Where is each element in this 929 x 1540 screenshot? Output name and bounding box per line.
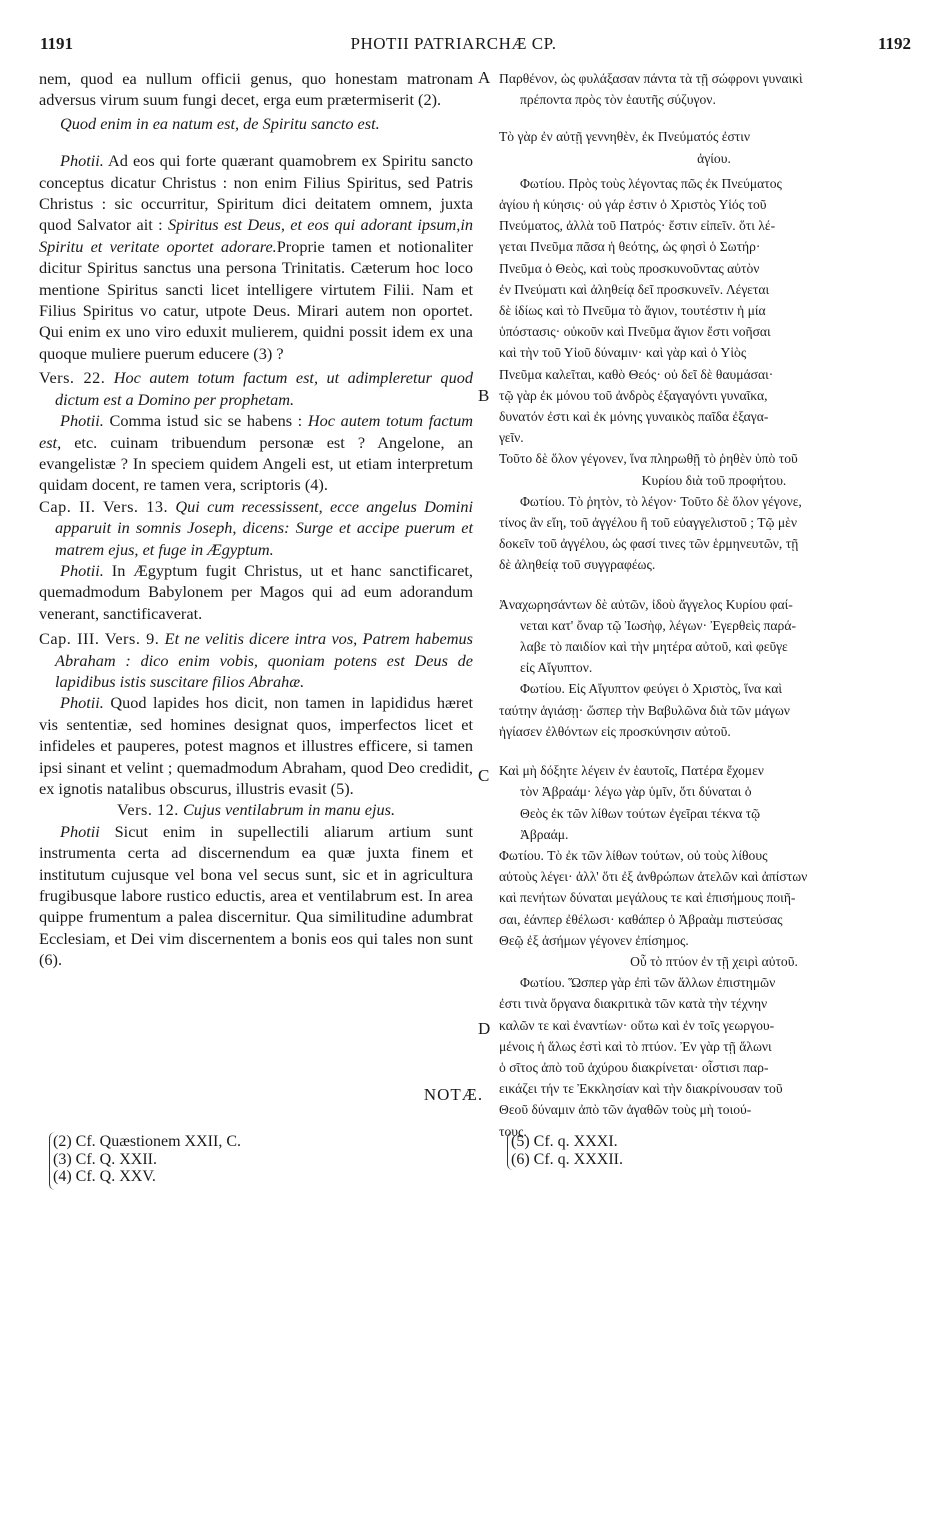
greek-line: ἐν Πνεύματι καὶ ἀληθείᾳ δεῖ προσκυνεῖν. Λέγεται [499,281,770,297]
latin-commentary: Photii. Quod lapides hos dicit, non tamen in lapididus hæret vis sententiæ, sed homines designat quos, imperfectos licet et infideles et pauperes, potest magnos et illustres efficere, si tamen ipsi sinant et velint ; quemadmodum Abraham, quod Deo credidit, ex ignotis natalibus obscurus, illustris evasit (5). [39,693,473,798]
note-item: (5) Cf. q. XXXI. [511,1133,618,1150]
greek-line: Φωτίου. Εἰς Αἴγυπτον φεύγει ὁ Χριστὸς, ἵνα καὶ [520,681,783,697]
latin-paragraph: nem, quod ea nullum officii genus, quo honestam matronam adversus virum suum fungi decet, erga eum prætermiserit (2). [39,69,473,110]
greek-line: δυνατόν ἐστι καὶ ἐκ μόνης γυναικὸς παῖδα ἐξαγα- [499,409,769,425]
greek-line: Φωτίου. Πρὸς τοὺς λέγοντας πῶς ἐκ Πνεύματος [520,175,782,191]
note-item: (4) Cf. Q. XXV. [53,1168,156,1185]
greek-line: γεῖν. [499,430,524,446]
latin-verse: Vers. 22. Hoc autem totum factum est, ut adimpleretur quod dictum est a Domino per prophetam. [39,368,473,409]
greek-line: ὁ σῖτος ἀπὸ τοῦ ἀχύρου διακρίνεται· οἷστισι παρ- [499,1059,769,1075]
latin-commentary: Photii. Comma istud sic se habens : Hoc autem totum factum est, etc. cuinam tribuendum personæ est ? Angelone, an evangelistæ ? In speciem quidem Angeli est, ut etiam interpretum quidam docent, re tamen vera, scriptoris (4). [39,411,474,495]
greek-line: Τὸ γὰρ ἐν αὐτῇ γεννηθὲν, ἐκ Πνεύματός ἐστιν [499,129,751,145]
latin-column [39,68,473,971]
greek-line: αὐτοὺς λέγει· ἀλλ' ὅτι ἐξ ἀνθρώπων ἀτελῶν καὶ ἀπίστων [499,869,808,885]
note-item: (6) Cf. q. XXXII. [511,1150,623,1168]
greek-line: μένοις ἡ ἅλως ἐστὶ καὶ τὸ πτύον. Ἐν γὰρ τῇ ἅλωνι [499,1038,772,1054]
greek-line: Θεὸς ἐκ τῶν λίθων τούτων ἐγεῖραι τέκνα τῷ [520,805,761,821]
greek-line: Ἀναχωρησάντων δὲ αὐτῶν, ἰδοὺ ἄγγελος Κυρίου φαί- [499,596,793,612]
greek-line: δὲ ἀληθείᾳ τοῦ συγγραφέως. [499,557,656,573]
greek-line: τους. [499,1123,527,1139]
greek-line: τίνος ἂν εἴη, τοῦ ἀγγέλου ἢ τοῦ εὐαγγελιστοῦ ; Τῷ μὲν [499,515,798,531]
greek-line: ἁγίου. [697,150,731,166]
greek-line: ταύτην ἁγιάσῃ· ὥσπερ τὴν Βαβυλῶνα διὰ τῶν μάγων [499,702,790,718]
greek-line: καὶ πενήτων δύναται μεγάλους τε καὶ ἐπισήμους ποιῆ- [499,890,796,906]
greek-line: Θεοῦ δύναμιν ἀπὸ τῶν ἀγαθῶν τοὺς μὴ τοιού- [499,1102,752,1118]
greek-line: λαβε τὸ παιδίον καὶ τὴν μητέρα αὐτοῦ, καὶ φεῦγε [520,639,788,655]
greek-line: ἡγίασεν ἐλθόντων εἰς προσκύνησιν αὐτοῦ. [499,723,731,739]
note-item: (2) Cf. Quæstionem XXII, C. [53,1133,241,1150]
notes-right [511,1133,623,1168]
greek-line: γεται Πνεῦμα πᾶσα ἡ θεότης, ὡς φησὶ ὁ Σωτήρ· [499,239,761,255]
margin-marker-c: C [478,766,490,785]
greek-line: Ἀβραάμ. [520,826,569,842]
greek-line: Πνεῦμα ὁ Θεὸς, καὶ τοὺς προσκυνοῦντας αὐτὸν [499,260,760,276]
greek-line: καλῶν τε καὶ ἐναντίων· οὕτω καὶ ἐν τοῖς γεωργου- [499,1017,775,1033]
greek-line: τῷ γὰρ ἐκ μόνου τοῦ ἀνδρὸς ἐξαγαγόντι γυναῖκα, [499,387,768,403]
running-title: PHOTII PATRIARCHÆ CP. [350,34,557,53]
latin-verse: Quod enim in ea natum est, de Spiritu sancto est. [60,113,380,133]
greek-line: Φωτίου. Τὸ ῥητὸν, τὸ λέγον· Τοῦτο δὲ ὅλον γέγονε, [520,493,802,509]
notes-heading: NOTÆ. [423,1085,484,1104]
greek-line: Φωτίου. Ὥσπερ γὰρ ἐπὶ τῶν ἄλλων ἐπιστημῶν [520,975,776,991]
greek-line: Τοῦτο δὲ ὅλον γέγονεν, ἵνα πληρωθῇ τὸ ῥηθὲν ὑπὸ τοῦ [499,451,798,467]
greek-line: τὸν Ἀβραάμ· λέγω γὰρ ὑμῖν, ὅτι δύναται ὁ [520,784,752,800]
latin-commentary: Photii Sicut enim in supellectili aliarum artium sunt instrumenta certa ad discernendum ea quæ juxta finem et institutum cujusque vel bona vel secus sunt, sic et in agricultura frugibusque labore rustico eductis, area et ventilabrum est. In area quippe frumentum a palea discernitur. Qua similitudine adumbrat Ecclesiam, et Dei vim discernentem a bonis eos qui tales non sunt (6). [39,821,473,970]
greek-line: Πνεύματος, ἀλλὰ τοῦ Πατρός· ἔστιν εἰπεῖν. ὅτι λέ- [499,218,776,234]
greek-line: Πνεῦμα καλεῖται, καθὸ Θεός· οὐ δεῖ δὲ θαυμάσαι· [499,366,774,382]
latin-commentary: Photii. Ad eos qui forte quærant quamobrem ex Spiritu sancto conceptus dicatur Christus : non enim Filius Spiritus, sed Patris Christus : sic occurritur, Spiritum dici deitatem omnem, juxta quod Salvator ait : Spiritus est Deus, et eos qui adorant ipsum,in Spiritu et veritate oportet adorare.Proprie tamen et notionaliter dicitur Spiritus sanctus una persona Trinitatis. Cæterum hoc loco mentione Spiritus sancti licet intelligere virtutem Filii. Nam et Filius Spiritus vo catur, utpote Deus. Mirari autem non oportet. Qui enim ex uno viro eduxit mulierem, quidni possit idem ex una quoque muliere puerum educere (3) ? [39,151,473,363]
greek-line: ἁγίου ἡ κύησις· οὐ γάρ ἐστιν ὁ Χριστὸς Υἱός τοῦ [499,197,767,213]
greek-line: δὲ ἰδίως καὶ τὸ Πνεῦμα τὸ ἅγιον, τουτέστιν ἡ μία [499,303,766,319]
latin-verse: Vers. 12. Cujus ventilabrum in manu ejus. [116,800,396,820]
margin-marker-a: A [478,68,491,87]
greek-line: Παρθένον, ὡς φυλάξασαν πάντα τὰ τῇ σώφρονι γυναικὶ [499,71,803,86]
page-number-right: 1192 [877,34,911,53]
greek-line: ὑπόστασις· οὐκοῦν καὶ Πνεῦμα ἅγιον ἔστι νοῆσαι [499,324,771,340]
latin-commentary: Photii. In Ægyptum fugit Christus, ut et hanc sanctificaret, quemadmodum Babylonem per Magos qui ad eum adorandum venerant, sanctificaverat. [39,560,473,623]
greek-line: πρέποντα πρὸς τὸν ἑαυτῆς σύζυγον. [520,92,716,108]
greek-line: νεται κατ' ὄναρ τῷ Ἰωσὴφ, λέγων· Ἐγερθεὶς παρά- [520,617,796,633]
greek-line: εικάζει τήν τε Ἐκκλησίαν καὶ τὴν διακρίνουσαν τοῦ [499,1081,783,1097]
margin-marker-d: D [478,1019,491,1038]
margin-marker-b: B [478,386,490,405]
notes-left [53,1133,241,1186]
greek-line: Καὶ μὴ δόξητε λέγειν ἐν ἑαυτοῖς, Πατέρα ἔχομεν [499,763,764,779]
note-item: (3) Cf. Q. XXII. [53,1150,157,1168]
greek-column [499,60,907,1139]
greek-line: Κυρίου διὰ τοῦ προφήτου. [641,472,787,488]
page-number-left: 1191 [40,34,74,53]
greek-line: Θεῷ ἐξ ἀσήμων γέγονεν ἐπίσημος. [499,932,689,948]
latin-verse: Cap. III. Vers. 9. Et ne velitis dicere intra vos, Patrem habemus Abraham : dico enim vobis, quoniam potens est Deus de lapidibus istis suscitare filios Abrahæ. [39,629,473,691]
greek-line: Φωτίου. Τὸ ἐκ τῶν λίθων τούτων, οὐ τοὺς λίθους [499,847,768,863]
greek-line: εἰς Αἴγυπτον. [520,660,593,676]
greek-line: σαι, ἐάνπερ ἐθέλωσι· καθάπερ ὁ Ἀβραὰμ πιστεύσας [499,911,783,927]
greek-line: δοκεῖν τοῦ ἀγγέλου, ὡς φασί τινες τῶν ἑρμηνευτῶν, τῇ [499,536,799,552]
greek-line: ἐστι τινὰ ὄργανα διακριτικὰ τῶν κατὰ τὴν τέχνην [499,996,768,1012]
greek-line: καὶ τὴν τοῦ Υἱοῦ δύναμιν· καὶ γὰρ καὶ ὁ Υἱὸς [499,345,747,361]
greek-line: Οὗ τὸ πτύον ἐν τῇ χειρὶ αὐτοῦ. [630,953,798,969]
latin-verse: Cap. II. Vers. 13. Qui cum recessissent, ecce angelus Domini apparuit in somnis Joseph, dicens: Surge et accipe puerum et matrem ejus, et fuge in Ægyptum. [39,496,473,559]
page-header [0,34,911,60]
